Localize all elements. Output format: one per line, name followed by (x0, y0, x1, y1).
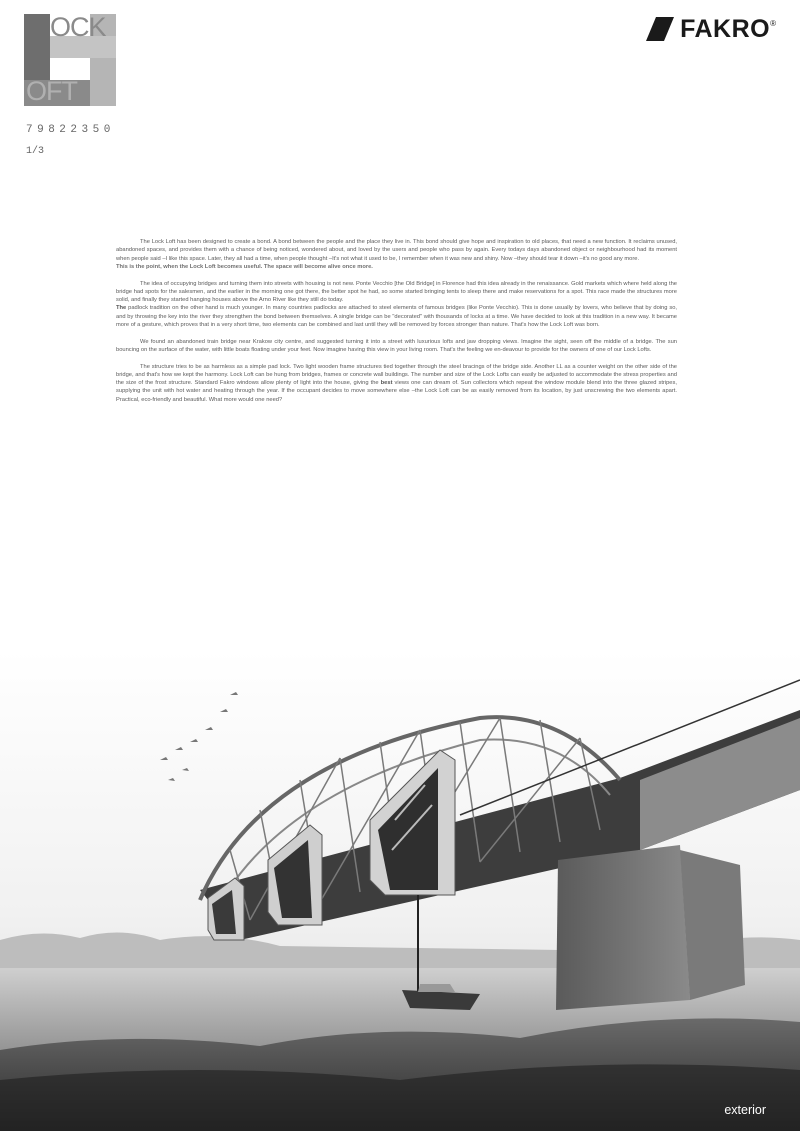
paragraph-1-text: The Lock Loft has been designed to create a bond. A bond between the people and the place they live in. This bond should give hope and inspiration to old places, that need a new function. It reclaims unused, abandoned spaces, and provides them with a chance of being noticed, wondered about, and loved by the users and people who pass by again. Every todays days abandoned object or neighbourhood had its moment when people said –I like this space. Later, they all had a time, when people thought –It's not what it used to be, I remember when it was new and shiny. Now –they should tear it down –it's no good any more. (116, 239, 677, 262)
body-text (116, 238, 677, 412)
paragraph-2 (116, 280, 677, 330)
bridge-illustration (0, 650, 800, 1131)
paragraph-1-emphasis: This is the point, when the Lock Loft becomes useful. The space will become alive once more. (116, 263, 373, 270)
paragraph-1 (116, 238, 677, 271)
image-caption: exterior (724, 1103, 766, 1117)
paragraph-4-text2: views one can dream of. Sun collectors which repeat the window module blend into the three glazed stripes, supplying the unit with hot water and heating through the year. If the occupant decides to move somewhere else –the Lock Loft can be as easily removed from its location, by just unscrewing the two elements apart. Practical, eco-friendly and beautiful. What more would one need? (116, 380, 677, 403)
paragraph-4 (116, 363, 677, 404)
fakro-slash-icon (646, 17, 674, 41)
registered-mark: ® (770, 18, 776, 28)
fakro-brand (646, 14, 776, 44)
document-number: 79822350 (26, 124, 115, 136)
paragraph-4-text: The structure tries to be as harmless as a simple pad lock. Two light wooden frame structures tied together through the steel bracings of the bridge side. Another LL as a counter weight on the other side of the bridge, and that's how we kept the harmony. Lock Loft can be hung from bridges, frames or concrete wall buildings. The number and size of the Lock Lofts can easily be adjusted to accommodate the stress properties and the size of the frost structure. Standard Fakro windows allow plenty of light into the house, giving the (116, 363, 677, 386)
paragraph-2-text2: padlock tradition on the other hand is much younger. In many countries padlocks are attached to steel elements of famous bridges (like Ponte Vecchio). This is done usually by lovers, who believe that by doing so, and by throwing the key into the river they strengthen the bond between themselves. A single bridge can be "decorated" with thousands of locks at a time. We have decided to look at this tradition in a new way. It became more of a gesture, which proves that in a very short time, two elements can be combined and last until they will be removed by forces stronger than nature. That's how the Lock Loft was born. (116, 305, 677, 328)
paragraph-3-text: We found an abandoned train bridge near Krakow city centre, and suggested turning it into a street with luxurious lofts and jaw dropping views. Imagine the sight, seen off the middle of a bridge. The sun bouncing on the surface of the water, with little boats floating under your feet. Now imagine having this view in your living room. That's the feeling we en-deavour to provide for the owners of one of our Lock Lofts. (116, 338, 677, 353)
logo-text-top: OCK (50, 12, 106, 42)
paragraph-4-lead: best (380, 380, 393, 386)
logo-text-bottom: OFT (26, 76, 77, 106)
exterior-rendering (0, 650, 800, 1131)
paragraph-3 (116, 338, 677, 355)
page-number: 1/3 (26, 146, 45, 157)
paragraph-2-text: The idea of occupying bridges and turning them into streets with housing is not new. Ponte Vecchio [the Old Bridge] in Florence had this idea already in the renaissance. Gold markets which where held along the bridge had spots for the salesmen, and the earlier in the morning one got there, the better spot he had, so some started bringing tents to sleep there and make reservations for a spot. This race made the structures more solid, and finally they started hanging houses above the Arno River like they still do today. (116, 280, 677, 303)
paragraph-2-lead: The (116, 305, 127, 312)
brand-name: FAKRO (680, 14, 771, 43)
